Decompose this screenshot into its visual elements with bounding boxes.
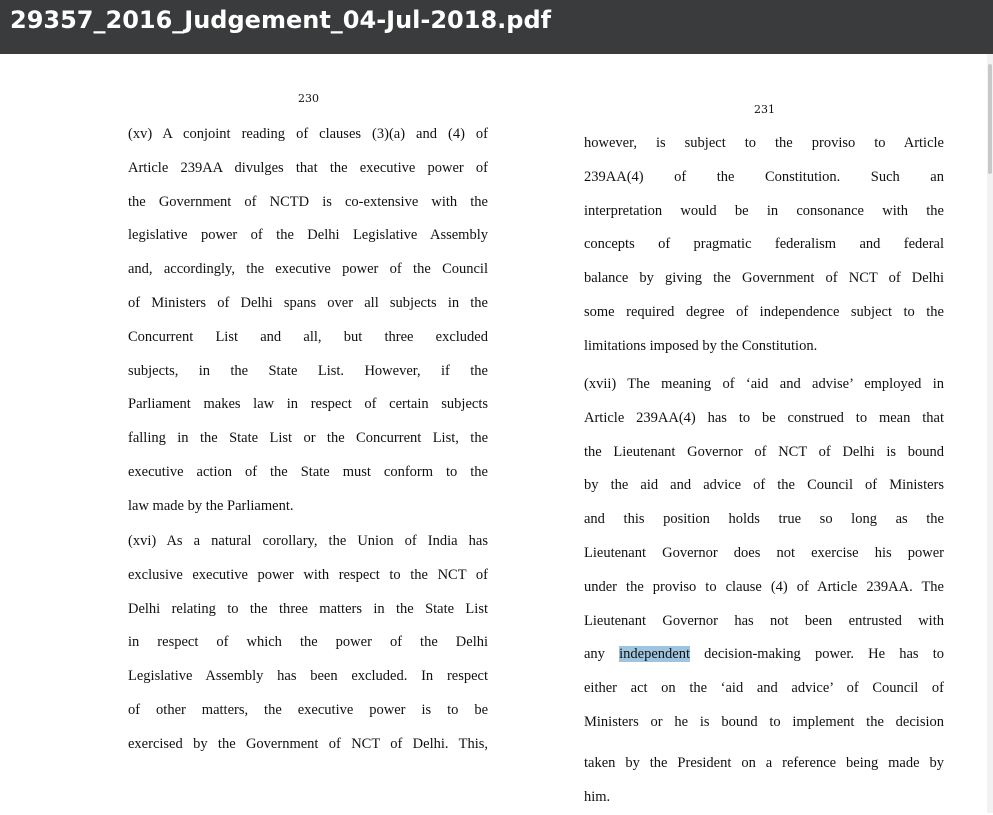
- text-line: and, accordingly, the executive power of the Council: [128, 261, 488, 278]
- paragraph-xvi-continued: [584, 127, 944, 364]
- text-line: (xvi) As a natural corollary, the Union of India has: [128, 533, 488, 549]
- highlighted-text-line: [584, 638, 944, 672]
- text-line: by the aid and advice of the Council of Ministers: [584, 477, 944, 494]
- text-line: 239AA(4) of the Constitution. Such an: [584, 168, 944, 185]
- text-line: in respect of which the power of the Delhi: [128, 634, 488, 651]
- search-highlight[interactable]: independent: [619, 646, 690, 663]
- text-line: limitations imposed by the Constitution.: [584, 337, 818, 354]
- text-line: Delhi relating to the three matters in the State List: [128, 600, 488, 617]
- text-line: (xvii) The meaning of ‘aid and advise’ employed in: [584, 376, 944, 392]
- text-line: Concurrent List and all, but three excluded: [128, 328, 488, 345]
- text-fragment: any: [584, 646, 620, 663]
- text-line: him.: [584, 788, 611, 805]
- text-fragment: decision-making power. He has to: [689, 646, 945, 663]
- text-line: of Ministers of Delhi spans over all subjects in the: [128, 294, 488, 311]
- paragraph-xvi: [128, 525, 488, 762]
- text-line: the Lieutenant Governor of NCT of Delhi is bound: [584, 443, 944, 460]
- paragraph-xvii-end: [584, 747, 944, 815]
- paragraph-xvii: [584, 368, 944, 740]
- text-line: and this position holds true so long as the: [584, 511, 944, 528]
- text-line: of other matters, the executive power is to be: [128, 701, 488, 718]
- scrollbar-thumb[interactable]: [988, 64, 992, 174]
- text-line: either act on the ‘aid and advice’ of Council of: [584, 680, 944, 697]
- paragraph-xv: [128, 118, 488, 524]
- text-line: taken by the President on a reference being made by: [584, 755, 944, 771]
- text-line: Lieutenant Governor has not been entrusted with: [584, 612, 944, 629]
- text-line: under the proviso to clause (4) of Article 239AA. The: [584, 578, 944, 595]
- text-line: Ministers or he is bound to implement the decision: [584, 713, 944, 730]
- text-line: Article 239AA(4) has to be construed to mean that: [584, 409, 944, 426]
- text-line: concepts of pragmatic federalism and federal: [584, 236, 944, 253]
- text-line: legislative power of the Delhi Legislative Assembly: [128, 227, 488, 244]
- text-line: balance by giving the Government of NCT of Delhi: [584, 270, 944, 287]
- text-line: Legislative Assembly has been excluded. In respect: [128, 668, 488, 685]
- text-line: Article 239AA divulges that the executive power of: [128, 159, 488, 176]
- right-page-number: 231: [754, 103, 775, 116]
- text-line: executive action of the State must conform to the: [128, 463, 488, 480]
- text-line: falling in the State List or the Concurrent List, the: [128, 430, 488, 447]
- text-line: (xv) A conjoint reading of clauses (3)(a) and (4) of: [128, 126, 488, 142]
- text-line: exclusive executive power with respect to the NCT of: [128, 566, 488, 583]
- text-line: exercised by the Government of NCT of Delhi. This,: [128, 735, 488, 752]
- text-line: subjects, in the State List. However, if the: [128, 362, 488, 379]
- text-line: interpretation would be in consonance with the: [584, 202, 944, 219]
- text-line: however, is subject to the proviso to Article: [584, 135, 944, 151]
- text-line: Parliament makes law in respect of certain subjects: [128, 396, 488, 413]
- text-line: the Government of NCTD is co-extensive with the: [128, 193, 488, 210]
- text-line: law made by the Parliament.: [128, 497, 294, 514]
- text-line: some required degree of independence subject to the: [584, 303, 944, 320]
- left-page-number: 230: [298, 92, 319, 105]
- text-line: Lieutenant Governor does not exercise his power: [584, 544, 944, 561]
- document-title: 29357_2016_Judgement_04-Jul-2018.pdf: [0, 0, 993, 54]
